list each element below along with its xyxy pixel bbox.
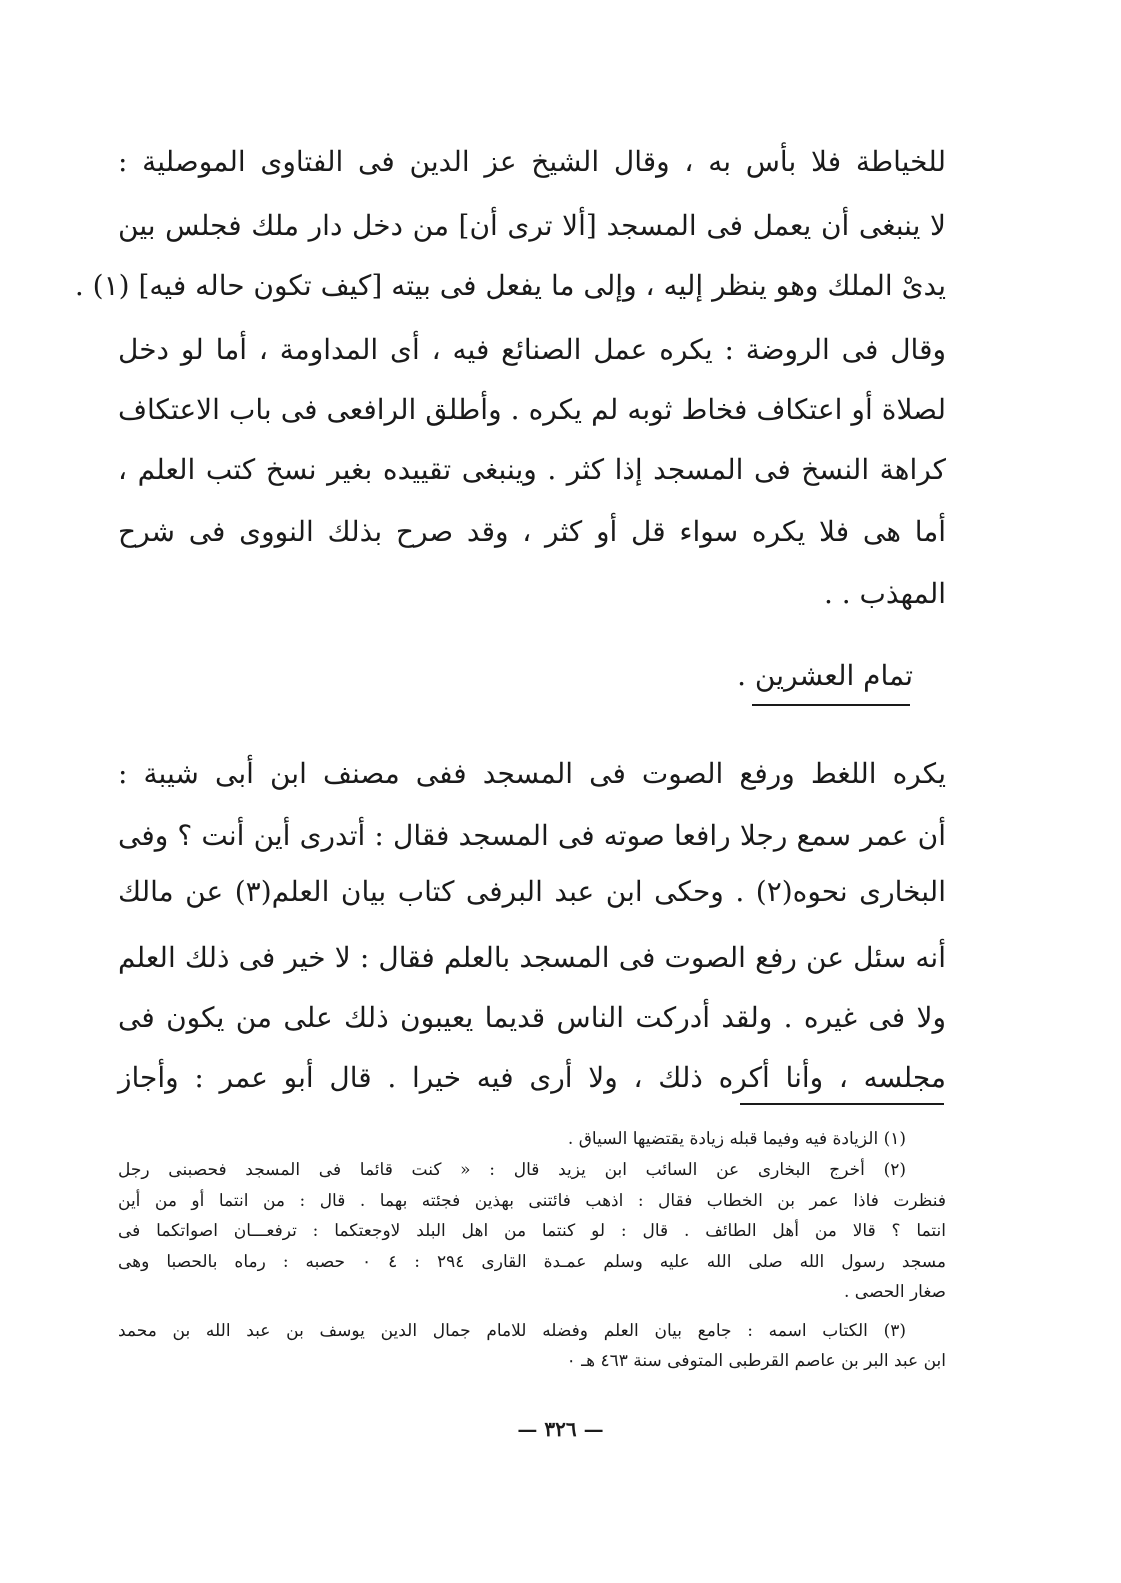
footnote-line: انتما ؟ قالا من أهل الطائف . قال : لو كنتما من اهل البلد لاوجعتكما : ترفعـــان اصواتكما فى <box>118 1221 946 1241</box>
body-line: أما هى فلا يكره سواء قل أو كثر ، وقد صرح بذلك النووى فى شرح <box>118 515 946 548</box>
body-line: يدىْ الملك وهو ينظر إليه ، وإلى ما يفعل فى بيته [كيف تكون حاله فيه] (١) . <box>74 269 946 302</box>
body-line: لصلاة أو اعتكاف فخاط ثوبه لم يكره . وأطلق الرافعى فى باب الاعتكاف <box>118 393 946 426</box>
page-number: — ٣٢٦ — <box>517 1417 604 1441</box>
footnote-line: ابن عبد البر بن عاصم القرطبى المتوفى سنة ٤٦٣ هـ ٠ <box>566 1351 946 1371</box>
body-line: المهذب . . <box>823 577 946 610</box>
footnote-line: (٢) أخرج البخارى عن السائب ابن يزيد قال : « كنت قائما فى المسجد فحصبنى رجل <box>118 1160 906 1180</box>
footnote-line: فنظرت فاذا عمر بن الخطاب فقال : اذهب فائتنى بهذين فجئته بهما . قال : من انتما أو من أين <box>118 1191 946 1211</box>
body-line: أنه سئل عن رفع الصوت فى المسجد بالعلم فقال : لا خير فى ذلك العلم <box>118 941 946 974</box>
section-heading: تمام العشرين . <box>737 659 913 692</box>
body-line: البخارى نحوه(٢) . وحكى ابن عبد البرفى كتاب بيان العلم(٣) عن مالك <box>118 875 946 908</box>
body-line: ولا فى غيره . ولقد أدركت الناس قديما يعيبون ذلك على من يكون فى <box>118 1001 946 1034</box>
body-line: لا ينبغى أن يعمل فى المسجد [ألا ترى أن] من دخل دار ملك فجلس بين <box>118 209 946 242</box>
footnote-line: مسجد رسول الله صلى الله عليه وسلم عمـدة القارى ٢٩٤ : ٤ ٠ حصبه : رماه بالحصبا وهى <box>118 1252 947 1272</box>
heading-underline <box>752 704 910 706</box>
footnote-line: (١) الزيادة فيه وفيما قبله زيادة يقتضيها السياق . <box>567 1129 906 1149</box>
footnote-line: صغار الحصى . <box>843 1282 946 1302</box>
footnote-line: (٣) الكتاب اسمه : جامع بيان العلم وفضله للامام جمال الدين يوسف بن عبد الله بن محمد <box>118 1321 906 1341</box>
body-line: يكره اللغط ورفع الصوت فى المسجد ففى مصنف ابن أبى شيبة : <box>118 757 946 790</box>
body-line: مجلسه ، وأنا أكره ذلك ، ولا أرى فيه خيرا . قال أبو عمر : وأجاز <box>118 1061 946 1094</box>
body-line: وقال فى الروضة : يكره عمل الصنائع فيه ، أى المداومة ، أما لو دخل <box>118 333 946 366</box>
body-line: أن عمر سمع رجلا رافعا صوته فى المسجد فقال : أتدرى أين أنت ؟ وفى <box>118 819 946 852</box>
footnote-separator <box>740 1103 944 1105</box>
body-line: كراهة النسخ فى المسجد إذا كثر . وينبغى تقييده بغير نسخ كتب العلم ، <box>118 453 946 486</box>
body-line: للخياطة فلا بأس به ، وقال الشيخ عز الدين فى الفتاوى الموصلية : <box>118 145 946 178</box>
